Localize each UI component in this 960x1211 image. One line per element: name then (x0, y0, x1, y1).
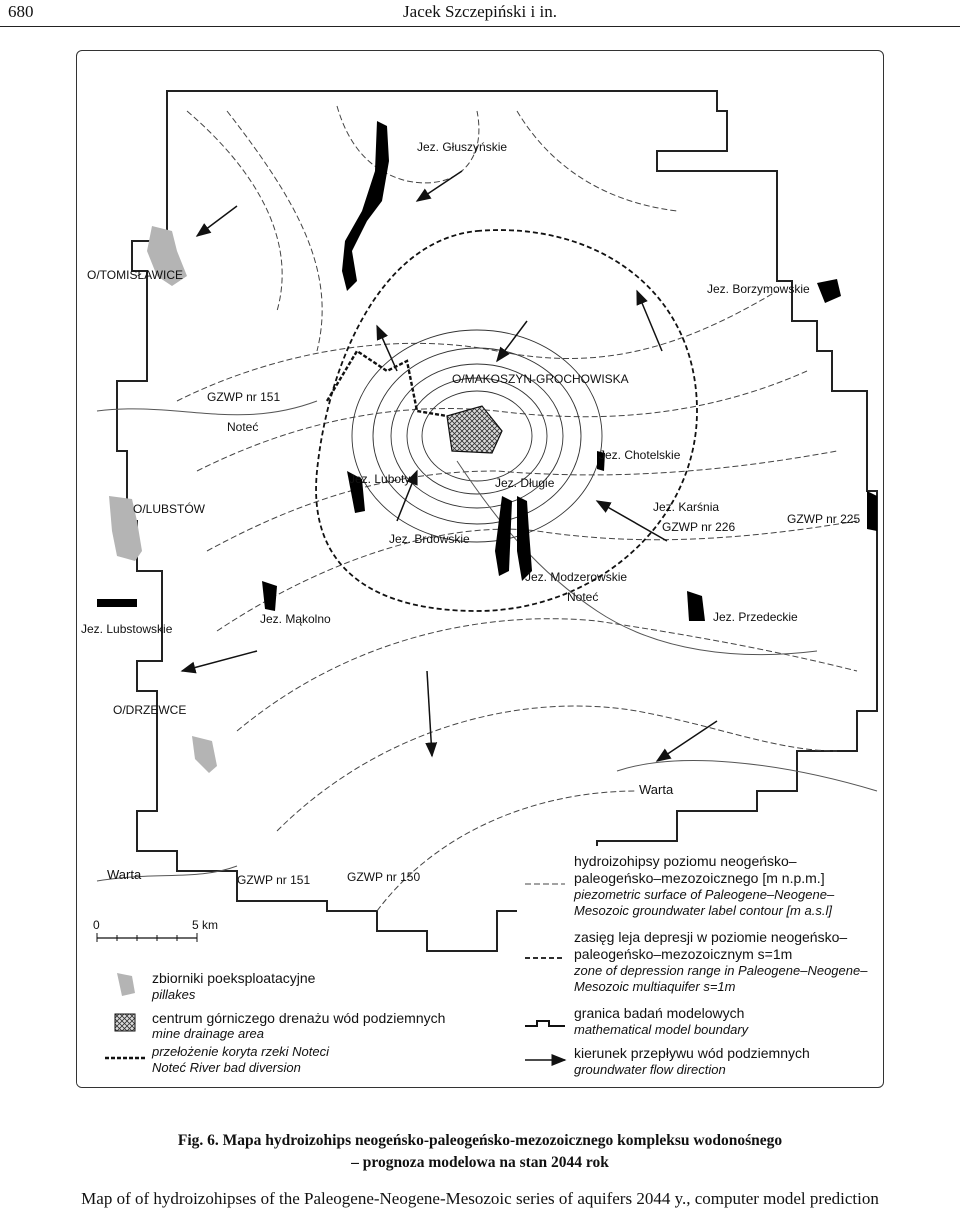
legend-pillakes-pl: zbiorniki poeksploatacyjne (152, 970, 316, 986)
label-warta-right: Warta (639, 782, 674, 797)
legend-flow-en: groundwater flow direction (574, 1062, 726, 1077)
map-figure-frame (76, 50, 884, 1088)
label-gzwp-150: GZWP nr 150 (347, 870, 421, 884)
label-gzwp-225: GZWP nr 225 (787, 512, 861, 526)
label-jez-karsnia: Jez. Karśnia (653, 500, 720, 514)
page-number: 680 (8, 2, 34, 21)
legend-diversion-pl: przełożenie koryta rzeki Noteci (152, 1044, 330, 1059)
legend-depr-en-2: Mesozoic multiaquifer s=1m (574, 979, 736, 994)
hydrogeological-map (77, 51, 883, 1087)
flow-arrows (182, 171, 720, 761)
label-o-tomislawice: O/TOMISŁAWICE (87, 268, 184, 282)
legend-hydro-pl-1: hydroizohipsy poziomu neogeńsko– (574, 853, 797, 869)
label-jez-gluszynskie: Jez. Głuszyńskie (417, 140, 508, 154)
lakes (97, 121, 877, 621)
label-jez-borzymowskie: Jez. Borzymowskie (707, 282, 810, 296)
legend-hydro-pl-2: paleogeńsko–mezozoicznego [m n.p.m.] (574, 870, 825, 886)
caption-line-2: – prognoza modelowa na stan 2044 rok (351, 1154, 609, 1171)
label-jez-makolno: Jez. Mąkolno (260, 612, 331, 626)
legend-boundary-pl: granica badań modelowych (574, 1005, 745, 1021)
model-boundary (117, 91, 877, 951)
rivers (97, 401, 877, 881)
legend-hydro-en-1: piezometric surface of Paleogene–Neogene– (574, 887, 835, 902)
label-o-lubstow: O/LUBSTÓW (133, 502, 206, 516)
label-warta-left: Warta (107, 867, 142, 882)
legend-boundary-en: mathematical model boundary (574, 1022, 749, 1037)
legend-pillakes-en: pillakes (152, 987, 196, 1002)
caption-line-3: Map of of hydroizohipses of the Paleogene-Neogene-Mesozoic series of aquifers 2044 y., computer model prediction (81, 1189, 879, 1208)
label-gzwp-151-bottom: GZWP nr 151 (237, 873, 311, 887)
scale-zero: 0 (93, 918, 100, 932)
label-jez-przedeckie: Jez. Przedeckie (713, 610, 798, 624)
scale-five-km: 5 km (192, 918, 219, 932)
legend-depr-pl-2: paleogeńsko–mezozoicznym s=1m (574, 946, 793, 962)
label-notec-mid: Noteć (567, 590, 599, 604)
page-header (0, 0, 960, 27)
running-head: Jacek Szczepiński i in. (403, 2, 557, 21)
legend-hydro-en-2: Mesozoic groundwater label contour [m a.s.l] (574, 903, 832, 918)
pillakes (109, 226, 217, 773)
label-o-makoszyn-grochowiska: O/MAKOSZYN-GROCHOWISKA (452, 372, 629, 386)
label-jez-modzerowskie: Jez. Modzerowskie (525, 570, 628, 584)
label-jez-dlugie: Jez. Długie (495, 476, 555, 490)
label-o-drzewce: O/DRZEWCE (113, 703, 187, 717)
label-gzwp-151-top: GZWP nr 151 (207, 390, 281, 404)
label-jez-lubstowskie: Jez. Lubstowskie (81, 622, 173, 636)
label-jez-brdowskie: Jez. Brdowskie (389, 532, 470, 546)
mine-drainage-area (447, 406, 502, 453)
river-diversion (327, 351, 447, 416)
legend-mine-symbol (115, 1014, 135, 1031)
label-gzwp-226: GZWP nr 226 (662, 520, 736, 534)
legend-mine-en: mine drainage area (152, 1026, 265, 1041)
legend-mine-pl: centrum górniczego drenażu wód podziemnych (152, 1010, 446, 1026)
label-notec-top: Noteć (227, 420, 259, 434)
legend-diversion-en: Noteć River bad diversion (152, 1060, 301, 1075)
label-jez-chotelskie: Jez. Chotelskie (599, 448, 681, 462)
legend-flow-pl: kierunek przepływu wód podziemnych (574, 1045, 810, 1061)
caption-line-1: Fig. 6. Mapa hydroizohips neogeńsko-paleogeńsko-mezozoicznego kompleksu wodonośnego (177, 1132, 783, 1149)
legend-depr-en-1: zone of depression range in Paleogene–Neogene– (574, 963, 868, 978)
label-jez-lubotyn: Jez. Lubotyn (349, 472, 418, 486)
legend-depr-pl-1: zasięg leja depresji w poziomie neogeńsko– (574, 929, 848, 945)
